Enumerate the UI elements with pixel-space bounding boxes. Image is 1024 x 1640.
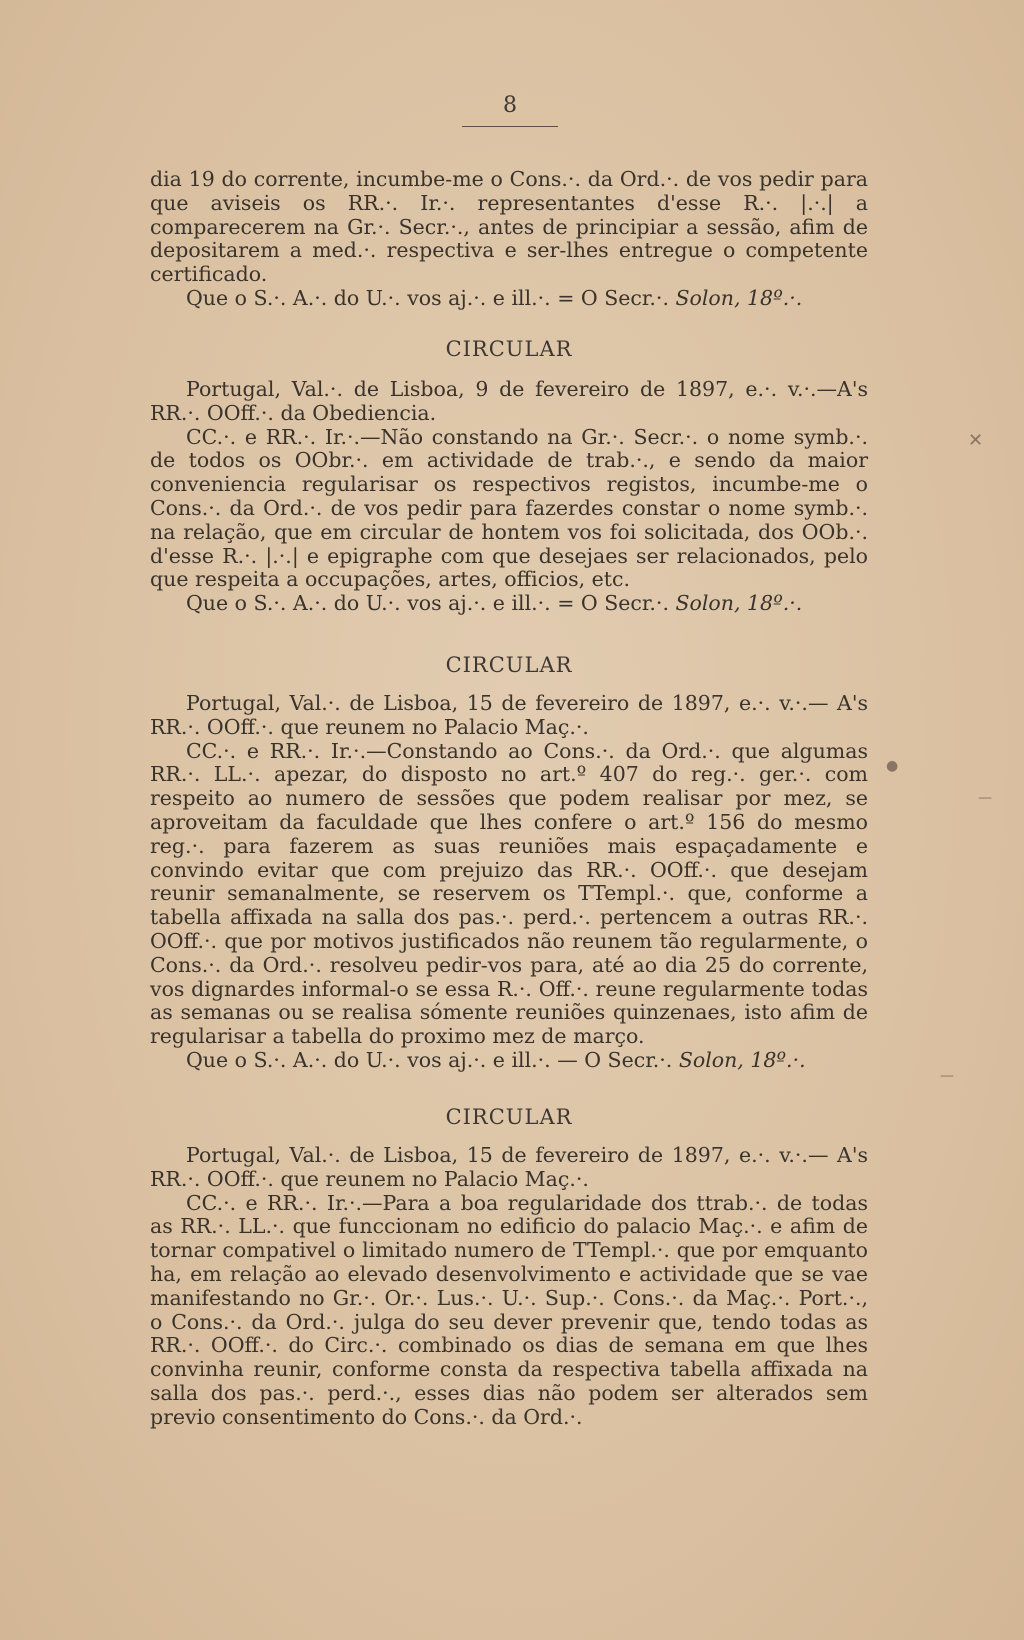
signature: Solon, 18º.·.	[675, 591, 803, 616]
circular-2-paragraph: CC.·. e RR.·. Ir.·.—Constando ao Cons.·. da Ord.·. que algumas RR.·. LL.·. apezar, do disposto no art.º 407 do reg.·. ger.·. com respeito ao numero de sessões que podem realisar por mez, se aproveitam da faculdade que lhes confere o art.º 156 do mesmo reg.·. para fazerem as suas reuniões mais espaçadamente e convindo evitar que com prejuizo das RR.·. OOff.·. que desejam reunir semanalmente, se reservem os TTempl.·. que, conforme a tabella affixada na salla dos pas.·. perd.·. pertencem a outras RR.·. OOff.·. que por motivos justificados não reunem tão regularmente, o Cons.·. da Ord.·. resolveu pedir-vos para, até ao dia 25 do corrente, vos dignardes informal-o se essa R.·. Off.·. reune regularmente todas as semanas ou se realisa sómente reuniões quinzenaes, isto afim de regularisar a tabella do proximo mez de março.	[150, 738, 868, 1049]
circular-2-dateline: Portugal, Val.·. de Lisboa, 15 de fevereiro de 1897, e.·. v.·.— A's RR.·. OOff.·. que reunem no Palacio Maç.·.	[150, 691, 868, 739]
opening-closing-line	[150, 287, 868, 311]
opening-block	[150, 168, 868, 311]
paper-stain-dash: —	[978, 790, 992, 806]
paper-stain-dot: ●	[886, 758, 899, 774]
page-number: 8	[503, 93, 517, 118]
circular-1-paragraph: CC.·. e RR.·. Ir.·.—Não constando na Gr.·. Secr.·. o nome symb.·. de todos os OObr.·. em actividade de trab.·., e sendo da maior conveniencia regularisar os respectivos registos, incumbe-me o Cons.·. da Ord.·. de vos pedir para fazerdes constar o nome symb.·. na relação, que em circular de hontem vos foi solicitada, dos OOb.·. d'esse R.·. |.·.| e epigraphe com que desejaes ser relacionados, pelo que respeita a occupações, artes, officios, etc.	[150, 424, 868, 592]
closing-text: Que o S.·. A.·. do U.·. vos aj.·. e ill.·. = O Secr.·.	[186, 591, 676, 616]
closing-text: Que o S.·. A.·. do U.·. vos aj.·. e ill.·. — O Secr.·.	[186, 1047, 679, 1072]
closing-text: Que o S.·. A.·. do U.·. vos aj.·. e ill.·. = O Secr.·.	[186, 285, 676, 310]
circular-1-dateline: Portugal, Val.·. de Lisboa, 9 de fevereiro de 1897, e.·. v.·.—A's RR.·. OOff.·. da Obediencia.	[150, 377, 868, 425]
page-number-rule	[462, 126, 558, 127]
circular-3-paragraph: CC.·. e RR.·. Ir.·.—Para a boa regularidade dos ttrab.·. de todas as RR.·. LL.·. que funccionam no edificio do palacio Maç.·. e afim de tornar compativel o limitado numero de TTempl.·. que por emquanto ha, em relação ao elevado desenvolvimento e actividade que se vae manifestando no Gr.·. Or.·. Lus.·. U.·. Sup.·. Cons.·. da Maç.·. Port.·., o Cons.·. da Ord.·. julga do seu dever prevenir que, tendo todas as RR.·. OOff.·. do Circ.·. combinado os dias de semana em que lhes convinha reunir, conforme consta da respectiva tabella affixada na salla dos pas.·. perd.·., esses dias não podem ser alterados sem previo consentimento do Cons.·. da Ord.·.	[150, 1190, 868, 1429]
circular-3-body	[150, 1144, 868, 1430]
opening-paragraph: dia 19 do corrente, incumbe-me o Cons.·. da Ord.·. de vos pedir para que aviseis os RR.·. Ir.·. representantes d'esse R.·. |.·.| a comparecerem na Gr.·. Secr.·., antes de principiar a sessão, afim de depositarem a med.·. respectiva e ser-lhes entregue o competente certificado.	[150, 167, 868, 287]
circular-2-body	[150, 692, 868, 1073]
paper-stain-dash: —	[940, 1068, 954, 1084]
signature: Solon, 18º.·.	[675, 285, 803, 310]
circular-2-closing-line	[150, 1049, 868, 1073]
paper-stain-mark: ✕	[968, 430, 984, 451]
circular-heading-3: CIRCULAR	[445, 1105, 573, 1129]
circular-1-body	[150, 378, 868, 616]
circular-1-closing-line	[150, 592, 868, 616]
circular-3-dateline: Portugal, Val.·. de Lisboa, 15 de fevereiro de 1897, e.·. v.·.— A's RR.·. OOff.·. que reunem no Palacio Maç.·.	[150, 1143, 868, 1191]
signature: Solon, 18º.·.	[678, 1047, 806, 1072]
circular-heading-2: CIRCULAR	[445, 653, 573, 677]
circular-heading-1: CIRCULAR	[445, 337, 573, 361]
